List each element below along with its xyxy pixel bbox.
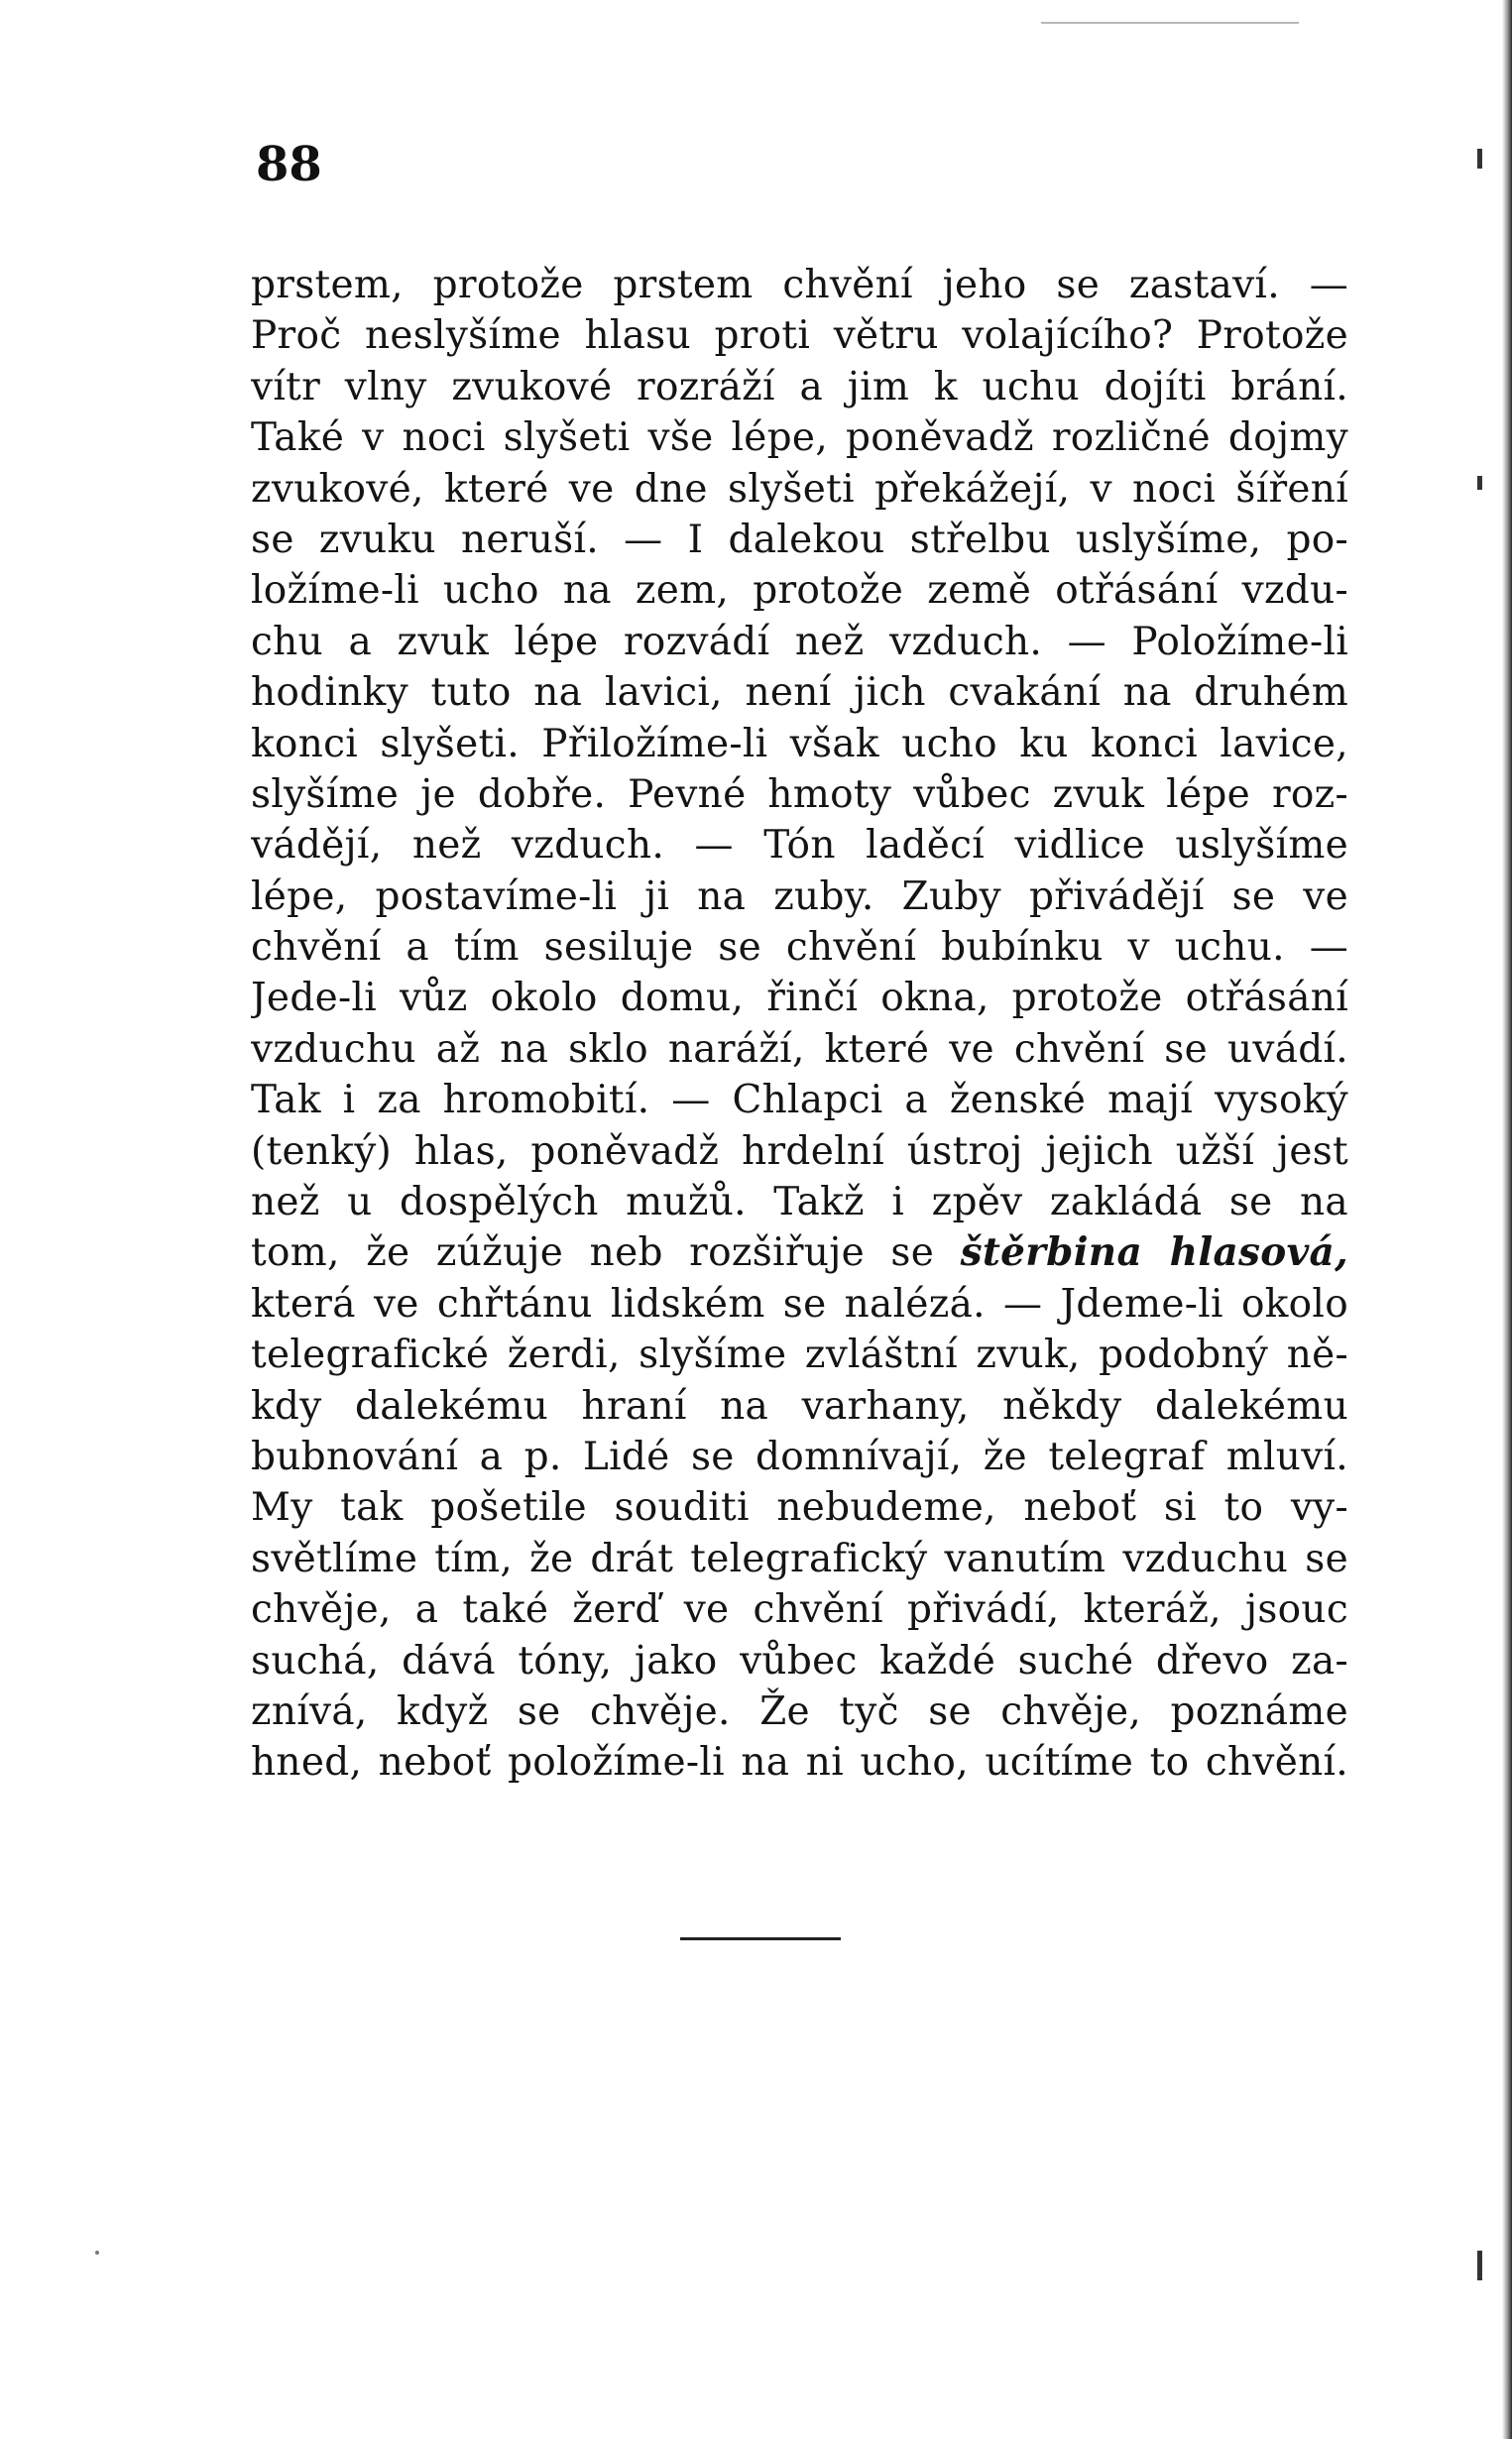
text-line: lépe, postavíme-li ji na zuby. Zuby přivádějí se ve xyxy=(251,873,1348,919)
text-line: zvukové, které ve dne slyšeti překážejí, v noci šíření xyxy=(251,466,1348,512)
text-line: chvěje, a také žerď ve chvění přivádí, kteráž, jsouc xyxy=(251,1587,1348,1633)
text-line: hodinky tuto na lavici, není jich cvakání na druhém xyxy=(251,670,1348,716)
text-line: Proč neslyšíme hlasu proti větru volajícího? Protože xyxy=(251,313,1348,359)
text-line: vádějí, než vzduch. — Tón laděcí vidlice uslyšíme xyxy=(251,823,1348,869)
text-line: Také v noci slyšeti vše lépe, poněvadž rozličné dojmy xyxy=(251,415,1348,461)
edge-mark xyxy=(1477,476,1482,490)
text-line: světlíme tím, že drát telegrafický vanutím vzduchu se xyxy=(251,1536,1348,1581)
page-number: 88 xyxy=(256,137,322,192)
text-line: vítr vlny zvukové rozráží a jim k uchu dojíti brání. xyxy=(251,364,1348,409)
text-line: telegrafické žerdi, slyšíme zvláštní zvuk, podobný ně- xyxy=(251,1333,1348,1378)
text-line: chu a zvuk lépe rozvádí než vzduch. — Položíme-li xyxy=(251,619,1348,664)
closing-rule xyxy=(680,1937,841,1940)
text-line: než u dospělých mužů. Takž i zpěv zakládá se na xyxy=(251,1180,1348,1225)
text-line: která ve chřtánu lidském se nalézá. — Jdeme-li okolo xyxy=(251,1281,1348,1327)
text-line: hned, neboť položíme-li na ni ucho, ucítíme to chvění. xyxy=(251,1740,1348,1786)
text-line: prstem, protože prstem chvění jeho se zastaví. — xyxy=(251,263,1348,307)
text-line: vzduchu až na sklo naráží, které ve chvění se uvádí. xyxy=(251,1026,1348,1072)
edge-mark xyxy=(1477,149,1482,169)
top-rule xyxy=(1041,22,1299,24)
page-edge xyxy=(1502,0,1512,2439)
text-line: suchá, dává tóny, jako vůbec každé suché dřevo za- xyxy=(251,1638,1348,1684)
paper-speck xyxy=(95,2251,99,2255)
text-line: slyšíme je dobře. Pevné hmoty vůbec zvuk lépe roz- xyxy=(251,771,1348,817)
emphasized-term: štěrbina hlasová, xyxy=(960,1229,1348,1276)
text-line: kdy dalekému hraní na varhany, někdy dalekému xyxy=(251,1383,1348,1429)
text-line: Tak i za hromobití. — Chlapci a ženské mají vysoký xyxy=(251,1078,1348,1123)
text-segment: tom, že zúžuje neb rozšiřuje se xyxy=(251,1230,935,1276)
text-line: bubnování a p. Lidé se domnívají, že telegraf mluví. xyxy=(251,1434,1348,1479)
text-line: Jede-li vůz okolo domu, řinčí okna, protože otřásání xyxy=(251,976,1348,1021)
edge-mark xyxy=(1477,2251,1482,2280)
text-line: My tak pošetile souditi nebudeme, neboť si to vy- xyxy=(251,1485,1348,1531)
text-line: (tenký) hlas, poněvadž hrdelní ústroj jejich užší jest xyxy=(251,1128,1348,1174)
text-line: ložíme-li ucho na zem, protože země otřásání vzdu- xyxy=(251,568,1348,614)
body-text xyxy=(251,260,1348,1789)
text-line: chvění a tím sesiluje se chvění bubínku v uchu. — xyxy=(251,925,1348,971)
text-line-with-emphasis xyxy=(251,1227,1348,1278)
text-line: se zvuku neruší. — I dalekou střelbu uslyšíme, po- xyxy=(251,517,1348,562)
text-line: znívá, když se chvěje. Že tyč se chvěje, poznáme xyxy=(251,1688,1348,1734)
text-line: konci slyšeti. Přiložíme-li však ucho ku konci lavice, xyxy=(251,721,1348,766)
